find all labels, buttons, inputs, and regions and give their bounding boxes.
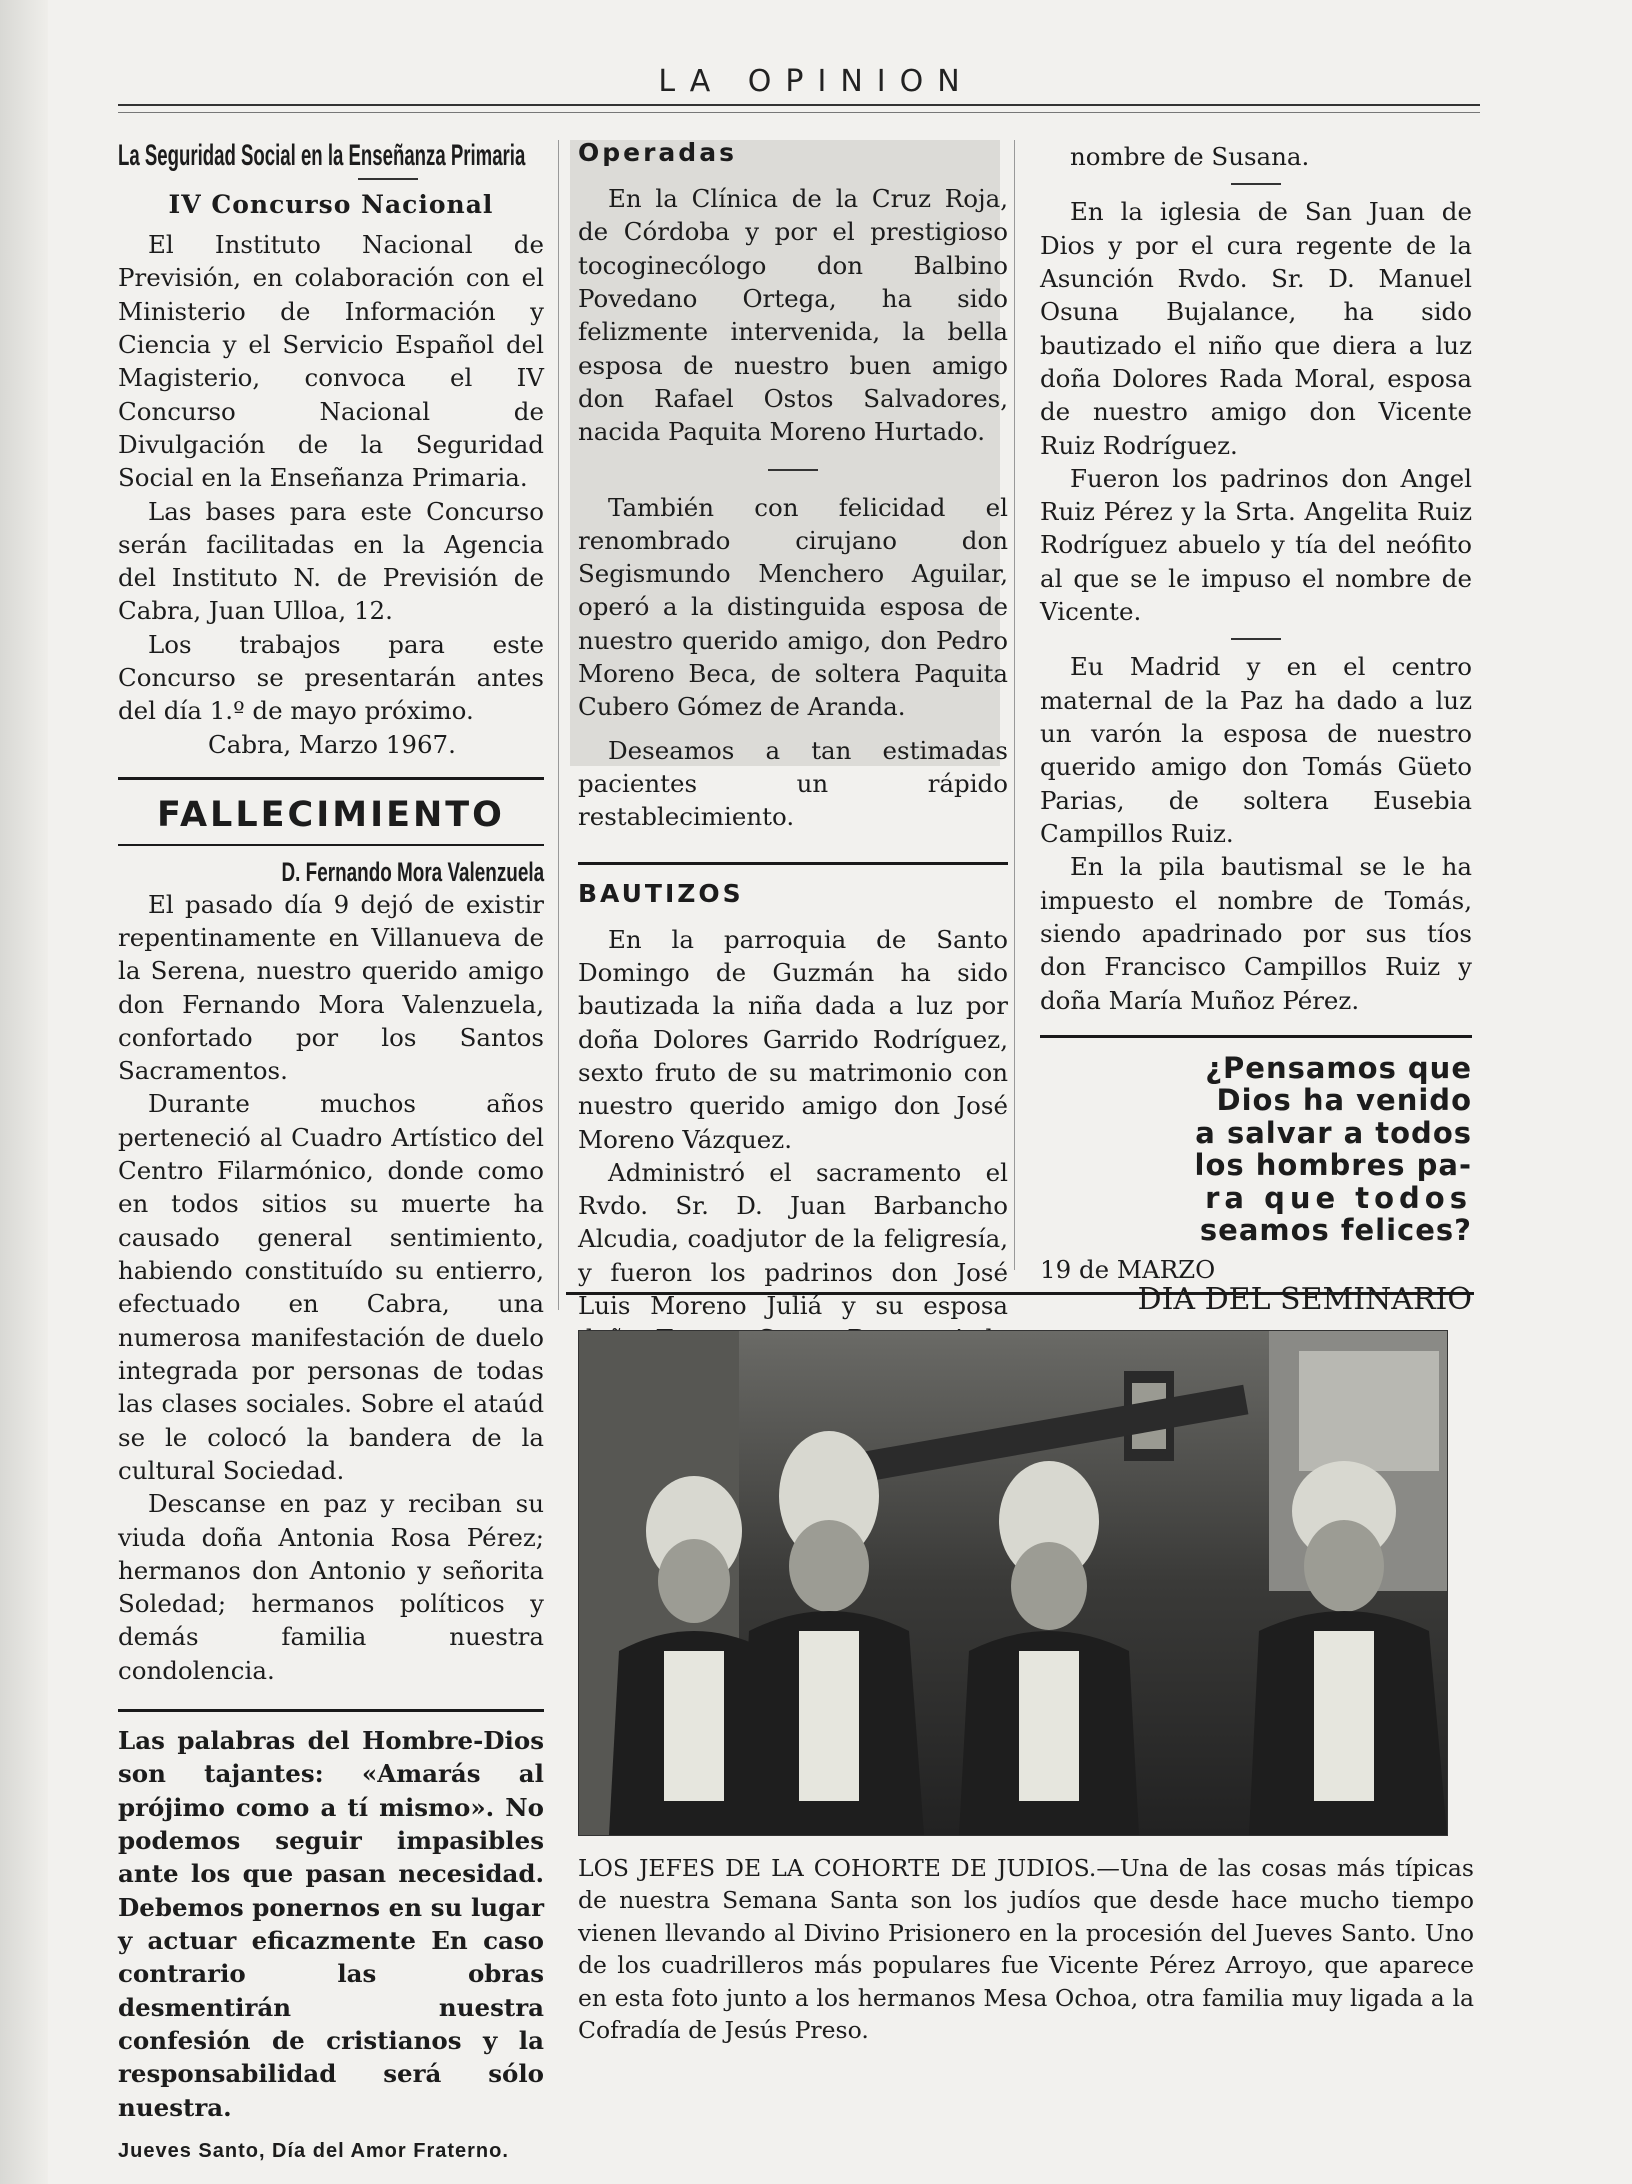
seminario-date: 19 de MARZO (1040, 1254, 1216, 1284)
photo-caption (578, 1852, 1474, 2047)
seminario-line: ¿Pensamos que (1205, 1050, 1472, 1085)
procession-photo (578, 1330, 1448, 1836)
procession-photo-image (579, 1331, 1447, 1835)
fallecimiento-paragraph: Durante muchos años perteneció al Cuadro Artístico del Centro Filarmónico, donde como en todos sitios su muerte ha causado general sentimiento, habiendo constituído su entierro, efectuado en Cabra, una numerosa manifestación de duelo integrada por personas de todas las clases sociales. Sobre el ataúd se le colocó la bandera de la cultural Sociedad. (118, 1089, 544, 1485)
divider (1231, 638, 1281, 640)
seguridad-date: Cabra, Marzo 1967. (208, 729, 456, 759)
divider (358, 178, 418, 180)
seminario-line: seamos felices? (1199, 1213, 1472, 1248)
column-middle (578, 132, 1008, 1389)
masthead-rule (118, 104, 1480, 106)
fallecimiento-title: FALLECIMIENTO (157, 795, 505, 835)
operadas-paragraph: En la Clínica de la Cruz Roja, de Córdoba y por el prestigioso tocoginecólogo don Balbino Povedano Ortega, ha sido felizmente intervenida, la bella esposa de nuestro buen amigo don Rafael Ostos Salvadores, nacida Paquita Moreno Hurtado. (578, 184, 1008, 447)
divider (1040, 1035, 1472, 1038)
seminario-question (1040, 1052, 1472, 1247)
operadas-paragraph: Deseamos a tan estimadas pacientes un rápido restablecimiento. (578, 735, 1008, 832)
seguridad-paragraph: Las bases para este Concurso serán facilitadas en la Agencia del Instituto N. de Previsión de Cabra, Juan Ulloa, 12. (118, 496, 544, 626)
column-separator (1014, 140, 1015, 1270)
divider (118, 844, 544, 846)
masthead: LA OPINION (658, 64, 974, 99)
caption-body: —Una de las cosas más típicas de nuestra Semana Santa son los judíos que desde hace mucho tiempo vienen llevando al Divino Prisionero en la procesión del Jueves Santo. Uno de los cuadrilleros más populares fue Vicente Pérez Arroyo, que aparece en esta foto junto a los hermanos Mesa Ochoa, otra familia muy ligada a la Cofradía de Jesús Preso. (578, 1854, 1474, 2045)
bautizos-paragraph: Administró el sacramento el Rvdo. Sr. D. Juan Barbancho Alcudia, coadjutor de la feligresía, y fueron los padrinos don José Luis Moreno Juliá y su esposa (578, 1157, 1008, 1321)
bautizos-paragraph: Fueron los padrinos don Angel Ruiz Pérez y la Srta. Angelita Ruiz Rodríguez abuelo y tía del neófito al que se le impuso el nombre de Vicente. (1040, 463, 1472, 627)
photo-top-rule (566, 1292, 1474, 1295)
seguridad-paragraph: El Instituto Nacional de Previsión, en colaboración con el Ministerio de Información y Ciencia y el Servicio Español del Magisterio, convoca el IV Concurso Nacional de Divulgación de la Seguridad Social en la Enseñanza Primaria. (118, 230, 544, 493)
seguridad-subtitle: IV Concurso Nacional (168, 190, 494, 219)
fallecimiento-paragraph: Descanse en paz y reciban su viuda doña Antonia Rosa Pérez; hermanos don Antonio y señorita Soledad; hermanos políticos y demás familia nuestra condolencia. (118, 1489, 544, 1685)
column-separator (558, 140, 559, 1310)
caption-lead: LOS JEFES DE LA COHORTE DE JUDIOS. (578, 1854, 1097, 1882)
seminario-line: a salvar a todos (1195, 1115, 1472, 1150)
bautizos-continued: nombre de Susana. (1070, 142, 1310, 171)
divider (1231, 183, 1281, 185)
fallecimiento-subtitle: D. Fernando Mora Valenzuela (281, 856, 544, 887)
seminario-line: los hombres pa- (1194, 1148, 1472, 1183)
quote-text: Las palabras del Hombre-Dios son tajantes: «Amarás al prójimo como a tí mismo». No podemos seguir impasibles ante los que pasan necesidad. Debemos ponernos en su lugar y actuar eficazmente En caso contrario las obras desmentirán nuestra confesión de cristianos y la responsabilidad será sólo nuestra. (118, 1726, 544, 2122)
seminario-line: Dios ha venido (1216, 1083, 1472, 1118)
bautizos-title: BAUTIZOS (578, 878, 744, 908)
page-edge (0, 0, 48, 2184)
bautizos-paragraph: Eu Madrid y en el centro maternal de la Paz ha dado a luz un varón la esposa de nuestro querido amigo don Tomás Güeto Parias, de soltera Eusebia Campillos Ruiz. (1040, 652, 1472, 848)
seminario-title: DIA DEL SEMINARIO (1137, 1281, 1472, 1317)
masthead-rule-thin (118, 112, 1480, 113)
column-right (1040, 140, 1472, 1321)
seminario-line: ra que todos (1205, 1180, 1472, 1215)
divider (118, 777, 544, 780)
operadas-title: Operadas (578, 138, 737, 167)
divider (578, 862, 1008, 865)
divider (768, 469, 818, 471)
bautizos-paragraph: En la parroquia de Santo Domingo de Guzmán ha sido bautizada la niña dada a luz por doña Dolores Garrido Rodríguez, sexto fruto de su matrimonio con nuestro querido amigo don José Moreno Vázquez. (578, 924, 1008, 1154)
bautizos-paragraph: En la pila bautismal se le ha impuesto el nombre de Tomás, siendo apadrinado por sus tíos don Francisco Campillos Ruiz y doña María Muñoz Pérez. (1040, 852, 1472, 1015)
quote-footer: Jueves Santo, Día del Amor Fraterno. (118, 2139, 509, 2162)
column-left (118, 136, 544, 2165)
seguridad-title: La Seguridad Social en la Enseñanza Primaria (118, 139, 526, 172)
seguridad-paragraph: Los trabajos para este Concurso se presentarán antes del día 1.º de mayo próximo. (118, 629, 544, 726)
bautizos-paragraph: En la iglesia de San Juan de Dios y por el cura regente de la Asunción Rvdo. Sr. D. Manuel Osuna Bujalance, ha sido bautizado el niño que diera a luz doña Dolores Rada Moral, esposa de nuestro amigo don Vicente Ruiz Rodríguez. (1040, 197, 1472, 460)
fallecimiento-paragraph: El pasado día 9 dejó de existir repentinamente en Villanueva de la Serena, nuestro querido amigo don Fernando Mora Valenzuela, confortado por los Santos Sacramentos. (118, 889, 544, 1086)
caption-text (578, 1852, 1474, 2047)
divider (118, 1709, 544, 1712)
operadas-paragraph: También con felicidad el renombrado cirujano don Segismundo Menchero Aguilar, operó a la distinguida esposa de nuestro querido amigo, don Pedro Moreno Beca, de soltera Paquita Cubero Gómez de Aranda. (578, 492, 1008, 722)
